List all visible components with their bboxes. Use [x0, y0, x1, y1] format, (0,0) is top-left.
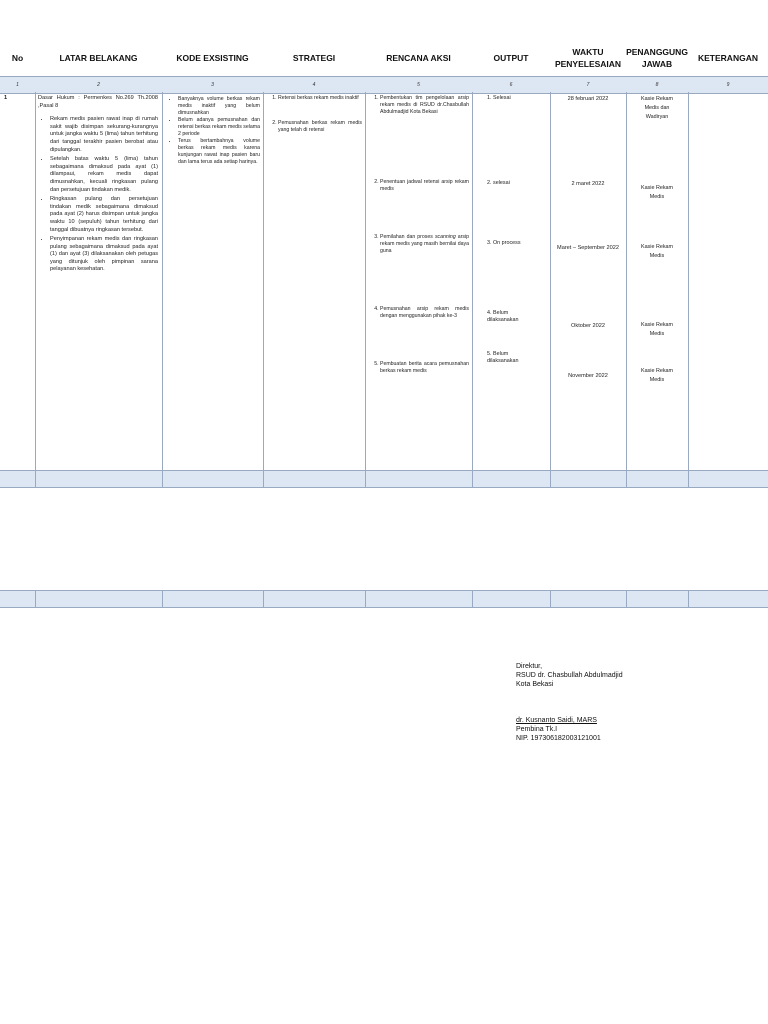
list-item: • Setelah batas waktu 5 (lima) tahun sebagaimana dimaksud pada ayat (1) dilampaui, rekam medis dapat dimusnahkan, kecuali ringkasan pulang dan persetujuan tindakan medik.	[50, 156, 158, 194]
signature-title: Direktur,	[516, 663, 543, 670]
column-divider	[550, 471, 551, 487]
column-divider	[626, 92, 627, 470]
column-divider	[35, 92, 36, 470]
signatory-nip: NIP. 197306182003121001	[516, 735, 601, 742]
list-item: 1. Pembentukan tim pengelolaan arsip rekam medis di RSUD dr.Chasbullah Abdulmadjid Kota Bekasi	[380, 95, 469, 116]
row-number: 1	[4, 95, 8, 101]
rencana-aksi-3-rest: arsip rekam medis yang masih bernilai daya guna	[380, 234, 470, 254]
column-divider	[550, 591, 551, 607]
rencana-aksi-3-text: Pemilahan dan proses	[380, 234, 435, 240]
column-divider	[626, 471, 627, 487]
header-keterangan: KETERANGAN	[698, 53, 758, 63]
column-number: 3	[211, 82, 214, 88]
waktu-item: 28 februari 2022	[567, 96, 609, 102]
column-divider	[162, 591, 163, 607]
pj-item: Kasie Rekam Medis	[640, 322, 674, 337]
column-number: 9	[726, 82, 730, 88]
column-number: 6	[509, 82, 513, 88]
pj-item: Kasie Rekam Medis	[640, 185, 674, 200]
column-number: 1	[16, 82, 19, 88]
column-divider	[472, 471, 473, 487]
list-item: • Penyimpanan rekam medis dan ringkasan pulang sebagaimana dimaksud pada ayat (1) dan ayat (3) dilaksanakan oleh petugas yang ditunjuk oleh pimpinan sarana pelayanan kesehatan.	[50, 236, 158, 274]
column-divider	[35, 471, 36, 487]
waktu-item: November 2022	[568, 373, 608, 379]
list-item: • Terus bertambahnya volume berkas rekam medis karena kunjungan rawat inap pasien baru dan lama terus ada setiap harinya.	[178, 138, 260, 166]
header-output: OUTPUT	[493, 53, 529, 63]
column-divider	[162, 471, 163, 487]
header-waktu: WAKTU PENYELESAIAN	[554, 47, 622, 69]
signature-city: Kota Bekasi	[516, 681, 554, 688]
pj-item: Kasie Rekam Medis	[640, 368, 674, 383]
rencana-aksi-3-italic: scanning	[434, 234, 456, 240]
table-row	[0, 92, 768, 470]
list-item: • Belum adanya pemusnahan dan retensi berkas rekam medis selama 2 periode	[178, 117, 260, 138]
list-item: 1. Retensi berkas rekam medis inaktif	[278, 95, 362, 102]
pj-item: Kasie Rekam Medis dan Wadiryan	[640, 96, 674, 120]
output-item: 4. Belum dilaksanakan	[487, 310, 519, 323]
strategi-list	[266, 95, 362, 134]
waktu-item: Maret – September 2022	[557, 245, 619, 251]
column-divider	[626, 591, 627, 607]
output-item: 1. Selesai	[487, 95, 511, 101]
list-item: • Ringkasan pulang dan persetujuan tindakan medik sebagaimana dimaksud pada ayat (2) harus disimpan untuk jangka waktu 10 (sepuluh) tahun terhitung dari tanggal dibuatnya ringkasan tersebut.	[50, 196, 158, 234]
column-divider	[688, 471, 689, 487]
column-number: 5	[417, 82, 420, 88]
waktu-item: Oktober 2022	[571, 323, 605, 329]
latar-belakang-cell	[38, 95, 158, 276]
header-no: No	[11, 53, 24, 63]
table-header	[0, 40, 768, 76]
output-item: 2. selesai	[487, 180, 510, 186]
list-item: • Rekam medis pasien rawat inap di rumah sakit wajib disimpan sekurang-kurangnya untuk jangka waktu 5 (lima) tahun terhitung dari tanggal terakhir pasien berobat atau dipulangkan.	[50, 116, 158, 154]
column-divider	[688, 92, 689, 470]
signature-institution: RSUD dr. Chasbullah Abdulmadjid	[516, 672, 623, 679]
signatory-name: dr. Kusnanto Saidi, MARS	[516, 717, 597, 724]
list-item: 5. Pembuatan berita acara pemusnahan berkas rekam medis	[380, 361, 469, 375]
list-item: • Banyaknya volume berkas rekam medis inaktif yang belum dimusnahkan	[178, 96, 260, 117]
column-divider	[688, 591, 689, 607]
strategi-cell	[266, 95, 362, 136]
column-number: 8	[655, 82, 659, 88]
legal-basis: Dasar Hukum : Permenkes No.269 Th.2008 ,Pasal 8	[38, 95, 158, 109]
waktu-item: 2 maret 2022	[571, 181, 605, 187]
column-divider	[472, 591, 473, 607]
empty-table-row	[0, 590, 768, 608]
column-divider	[263, 591, 264, 607]
column-divider	[472, 92, 473, 470]
output-item: 5. Belum dilaksanakan	[487, 351, 519, 364]
column-divider	[365, 92, 366, 470]
column-divider	[35, 591, 36, 607]
column-divider	[162, 92, 163, 470]
signatory-block	[516, 716, 601, 743]
pj-item: Kasie Rekam Medis	[640, 244, 674, 259]
column-divider	[365, 471, 366, 487]
header-kode-existing: KODE EXSISTING	[176, 53, 249, 63]
column-divider	[365, 591, 366, 607]
list-item: 2. Pemusnahan berkas rekam medis yang telah di retensi	[278, 120, 362, 134]
latar-belakang-list	[38, 116, 158, 274]
column-divider	[263, 92, 264, 470]
kode-existing-list	[166, 96, 260, 166]
column-divider	[263, 471, 264, 487]
output-item: 3. On process	[487, 240, 521, 246]
column-divider	[550, 92, 551, 470]
empty-table-row	[0, 470, 768, 488]
header-rencana-aksi: RENCANA AKSI	[386, 53, 451, 63]
header-latar-belakang: LATAR BELAKANG	[59, 53, 138, 63]
column-number: 2	[97, 82, 100, 88]
column-number: 4	[312, 82, 316, 88]
kode-existing-cell	[166, 96, 260, 166]
header-penanggung-jawab: PENANGGUNG JAWAB	[626, 47, 688, 69]
list-item	[380, 234, 469, 255]
column-number: 7	[586, 82, 590, 88]
list-item: 2. Penentuan jadwal retensi arsip rekam medis	[380, 179, 469, 193]
header-strategi: STRATEGI	[292, 53, 336, 63]
list-item: 4. Pemusnahan arsip rekam medis dengan menggunakan pihak ke-3	[380, 306, 469, 320]
signatory-rank: Pembina Tk.I	[516, 726, 558, 733]
signature-block	[516, 662, 623, 689]
